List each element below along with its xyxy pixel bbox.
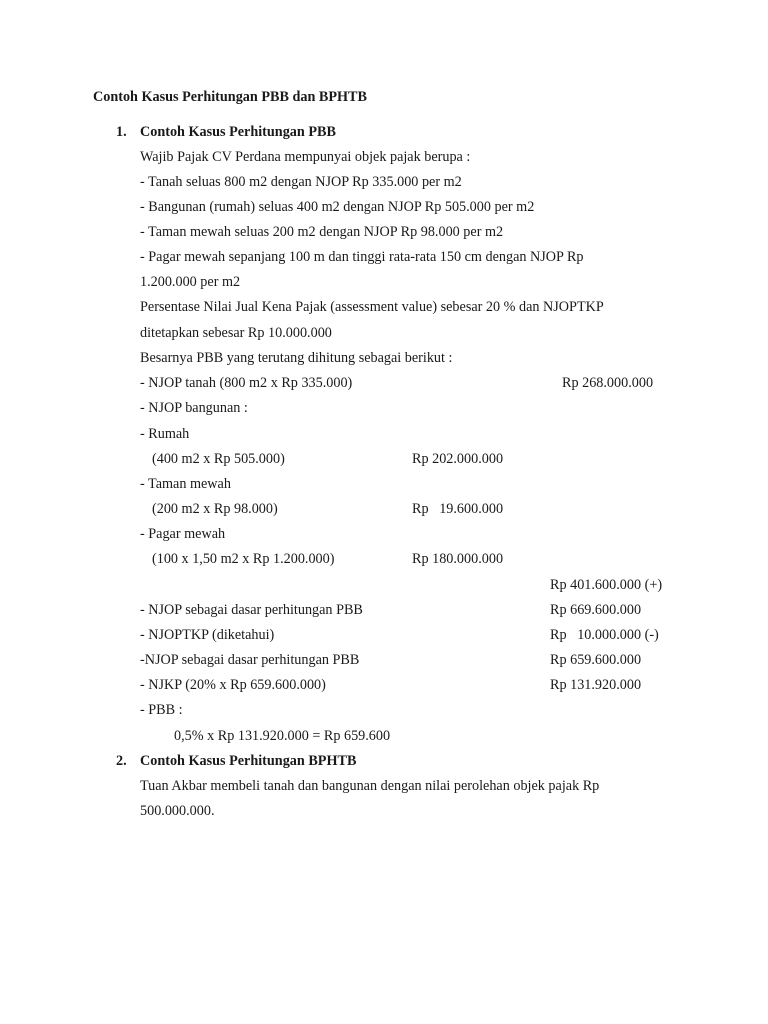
njkp-value: Rp 131.920.000	[550, 677, 642, 693]
object-item: 1.200.000 per m2	[140, 274, 241, 290]
bphtb-text: Tuan Akbar membeli tanah dan bangunan dengan nilai perolehan objek pajak Rp	[140, 778, 600, 794]
object-item: - Bangunan (rumah) seluas 400 m2 dengan NJOP Rp 505.000 per m2	[140, 199, 535, 215]
njop-dasar2-label: -NJOP sebagai dasar perhitungan PBB	[140, 652, 360, 668]
object-item: - Tanah seluas 800 m2 dengan NJOP Rp 335.000 per m2	[140, 174, 462, 190]
njop-tanah-label: - NJOP tanah (800 m2 x Rp 335.000)	[140, 375, 353, 391]
njop-dasar2-value: Rp 659.600.000	[550, 652, 642, 668]
intro-text: Wajib Pajak CV Perdana mempunyai objek pajak berupa :	[140, 149, 471, 165]
section-2-heading: Contoh Kasus Perhitungan BPHTB	[140, 753, 357, 769]
njop-dasar-label: - NJOP sebagai dasar perhitungan PBB	[140, 602, 363, 618]
taman-value: Rp 19.600.000	[412, 501, 504, 517]
taman-calc: (200 m2 x Rp 98.000)	[152, 501, 278, 517]
njop-tanah-value: Rp 268.000.000	[562, 375, 654, 391]
taman-label: - Taman mewah	[140, 476, 231, 492]
pagar-calc: (100 x 1,50 m2 x Rp 1.200.000)	[152, 551, 335, 567]
njoptkp-value: Rp 10.000.000 (-)	[550, 627, 659, 643]
pagar-label: - Pagar mewah	[140, 526, 226, 542]
assessment-text: ditetapkan sebesar Rp 10.000.000	[140, 325, 332, 341]
njoptkp-label: - NJOPTKP (diketahui)	[140, 627, 275, 643]
rumah-label: - Rumah	[140, 426, 190, 442]
section-1-heading: Contoh Kasus Perhitungan PBB	[140, 124, 336, 140]
njkp-label: - NJKP (20% x Rp 659.600.000)	[140, 677, 326, 693]
subtotal-value: Rp 401.600.000 (+)	[550, 577, 663, 593]
object-item: - Pagar mewah sepanjang 100 m dan tinggi rata-rata 150 cm dengan NJOP Rp	[140, 249, 584, 265]
pbb-calc: 0,5% x Rp 131.920.000 = Rp 659.600	[174, 728, 391, 744]
pbb-label: - PBB :	[140, 702, 183, 718]
njop-dasar-value: Rp 669.600.000	[550, 602, 642, 618]
rumah-calc: (400 m2 x Rp 505.000)	[152, 451, 285, 467]
section-1-number: 1.	[116, 124, 127, 140]
pagar-value: Rp 180.000.000	[412, 551, 504, 567]
section-2-number: 2.	[116, 753, 127, 769]
object-item: - Taman mewah seluas 200 m2 dengan NJOP Rp 98.000 per m2	[140, 224, 504, 240]
assessment-text: Persentase Nilai Jual Kena Pajak (assessment value) sebesar 20 % dan NJOPTKP	[140, 299, 604, 315]
calc-intro: Besarnya PBB yang terutang dihitung sebagai berikut :	[140, 350, 453, 366]
rumah-value: Rp 202.000.000	[412, 451, 504, 467]
njop-bangunan-label: - NJOP bangunan :	[140, 400, 248, 416]
bphtb-text: 500.000.000.	[140, 803, 215, 819]
page-title: Contoh Kasus Perhitungan PBB dan BPHTB	[93, 89, 367, 105]
